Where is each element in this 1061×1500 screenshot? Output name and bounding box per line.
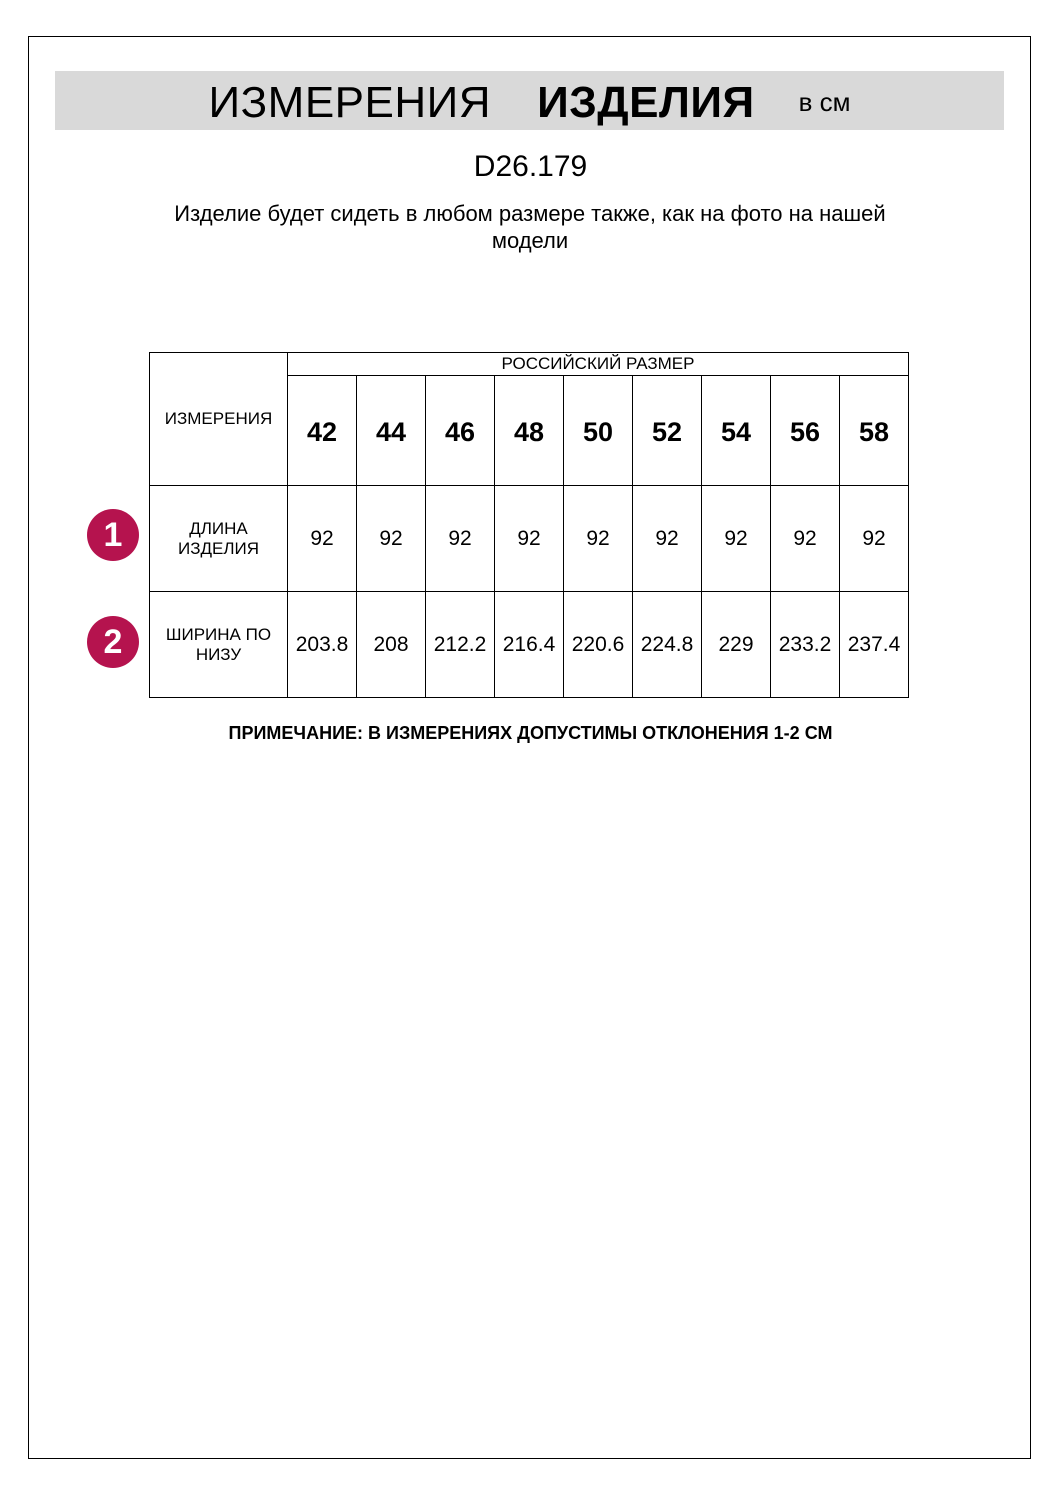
table-cell: 229 xyxy=(702,592,771,698)
size-header: 42 xyxy=(288,376,357,486)
table-row xyxy=(150,592,909,698)
size-header: 54 xyxy=(702,376,771,486)
table-row xyxy=(150,486,909,592)
table-cell: 92 xyxy=(840,486,909,592)
table-cell: 233.2 xyxy=(771,592,840,698)
table-cell: 224.8 xyxy=(633,592,702,698)
table-cell: 92 xyxy=(702,486,771,592)
size-header: 48 xyxy=(495,376,564,486)
fit-note: Изделие будет сидеть в любом размере также, как на фото на нашей модели xyxy=(174,201,886,253)
size-header: 50 xyxy=(564,376,633,486)
table-corner-label: ИЗМЕРЕНИЯ xyxy=(150,353,288,486)
table-cell: 237.4 xyxy=(840,592,909,698)
table-cell: 92 xyxy=(771,486,840,592)
table-cell: 220.6 xyxy=(564,592,633,698)
size-header: 52 xyxy=(633,376,702,486)
row-badge-2: 2 xyxy=(87,616,139,668)
article-code: D26.179 xyxy=(473,150,588,183)
size-header: 44 xyxy=(357,376,426,486)
table-cell: 92 xyxy=(426,486,495,592)
title-part2: ИЗДЕЛИЯ xyxy=(537,77,755,127)
title-bar xyxy=(55,71,1004,130)
table-cell: 92 xyxy=(495,486,564,592)
table-cell: 92 xyxy=(564,486,633,592)
table-cell: 92 xyxy=(288,486,357,592)
row-label: ШИРИНА ПО НИЗУ xyxy=(150,592,288,698)
title-unit: в см xyxy=(798,87,851,117)
table-cell: 216.4 xyxy=(495,592,564,698)
footnote: ПРИМЕЧАНИЕ: В ИЗМЕРЕНИЯХ ДОПУСТИМЫ ОТКЛОНЕНИЯ 1-2 СМ xyxy=(228,723,833,743)
size-header: 58 xyxy=(840,376,909,486)
size-table xyxy=(149,352,909,698)
row-badge-1: 1 xyxy=(87,509,139,561)
title-part1: ИЗМЕРЕНИЯ xyxy=(208,77,492,127)
row-label: ДЛИНА ИЗДЕЛИЯ xyxy=(150,486,288,592)
table-cell: 92 xyxy=(633,486,702,592)
size-header: 56 xyxy=(771,376,840,486)
table-cell: 208 xyxy=(357,592,426,698)
table-cell: 212.2 xyxy=(426,592,495,698)
table-cell: 203.8 xyxy=(288,592,357,698)
table-cell: 92 xyxy=(357,486,426,592)
size-header: 46 xyxy=(426,376,495,486)
table-group-header: РОССИЙСКИЙ РАЗМЕР xyxy=(288,353,909,376)
